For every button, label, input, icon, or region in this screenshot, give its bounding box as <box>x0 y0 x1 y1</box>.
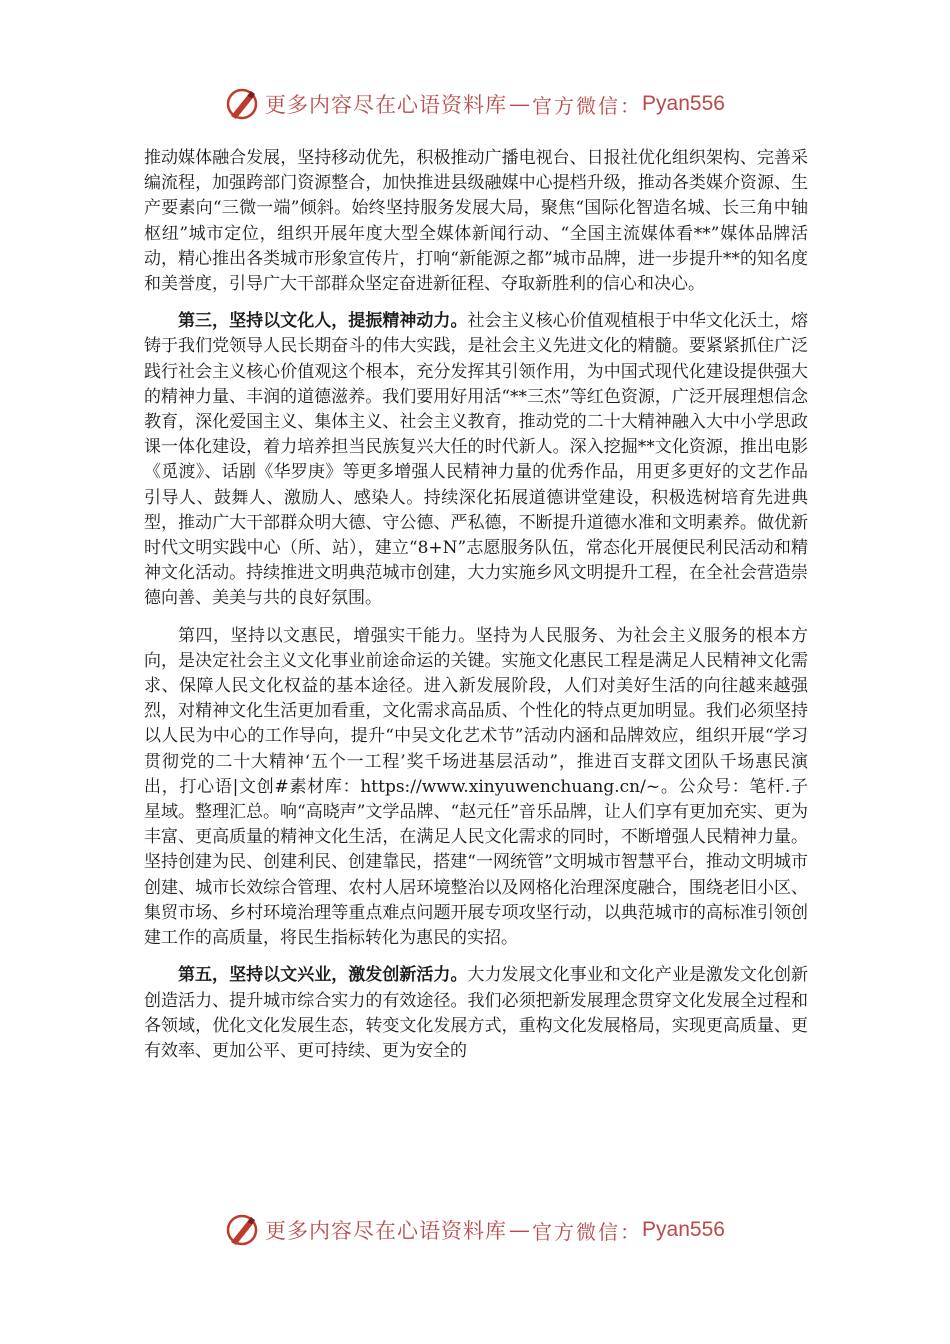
pen-logo-icon <box>225 86 261 122</box>
paragraph-1 <box>144 146 808 297</box>
document-body <box>144 146 808 1064</box>
paragraph-2 <box>144 309 808 611</box>
paragraph-4 <box>144 963 808 1064</box>
header-banner <box>0 84 950 124</box>
banner-dash: — <box>509 92 531 116</box>
paragraph-4-heading: 第五，坚持以文兴业，激发创新活力。 <box>178 965 468 986</box>
paragraph-3-body: 第四，坚持以文惠民，增强实干能力。坚持为人民服务、为社会主义服务的根本方向，是决定社会主义文化事业前途命运的关键。实施文化惠民工程是满足人民精神文化需求、保障人民文化权益的基本途径。进入新发展阶段，人们对美好生活的向往越来越强烈，对精神文化生活更加看重，文化需求高品质、个性化的特点更加明显。我们必须坚持以人民为中心的工作导向，提升“中吴文化艺术节”活动内涵和品牌效应，组织开展“学习贯彻党的二十大精神‘五个一工程’奖千场进基层活动”，推进百支群文团队千场惠民演出，打心语|文创#素材库：https://www.xinyuwenchuang.cn/~。公众号：笔杆.子星域。整理汇总。响“高晓声”文学品牌、“赵元任”音乐品牌，让人们享有更加充实、更为丰富、更高质量的精神文化生活，在满足人民文化需求的同时，不断增强人民精神力量。坚持创建为民、创建利民、创建靠民，搭建“一网统管”文明城市智慧平台，推动文明城市创建、城市长效综合管理、农村人居环境整治以及网格化治理深度融合，围绕老旧小区、集贸市场、乡村环境治理等重点难点问题开展专项攻坚行动，以典范城市的高标准引领创建工作的高质量，将民生指标转化为惠民的实招。 <box>144 625 808 949</box>
pen-logo-icon <box>225 1212 261 1248</box>
banner-label: 官方微信： <box>532 93 643 118</box>
banner-wechat-id: Pyan556 <box>642 92 725 115</box>
banner-title: 更多内容尽在心语资料库 <box>265 1219 508 1243</box>
footer-banner <box>0 1210 950 1250</box>
banner-label: 官方微信： <box>532 1219 643 1244</box>
paragraph-4-body: 大力发展文化事业和文化产业是激发文化创新创造活力、提升城市综合实力的有效途径。我们必须把新发展理念贯穿文化发展全过程和各领域，优化文化发展生态，转变文化发展方式，重构文化发展格局，实现更高质量、更有效率、更加公平、更可持续、更为安全的 <box>144 965 809 1061</box>
paragraph-2-body: 社会主义核心价值观植根于中华文化沃土，熔铸于我们党领导人民长期奋斗的伟大实践，是社会主义先进文化的精髓。要紧紧抓住广泛践行社会主义核心价值观这个根本，充分发挥其引领作用，为中国式现代化建设提供强大的精神力量、丰润的道德滋养。我们要用好用活“**三杰”等红色资源，广泛开展理想信念教育，深化爱国主义、集体主义、社会主义教育，推动党的二十大精神融入大中小学思政课一体化建设，着力培养担当民族复兴大任的时代新人。深入挖掘**文化资源，推出电影《觅渡》、话剧《华罗庚》等更多增强人民精神力量的优秀作品，用更多更好的文艺作品引导人、鼓舞人、激励人、感染人。持续深化拓展道德讲堂建设，积极选树培育先进典型，推动广大干部群众明大德、守公德、严私德，不断提升道德水准和文明素养。做优新时代文明实践中心（所、站），建立“8+N”志愿服务队伍，常态化开展便民利民活动和精神文化活动。持续推进文明典范城市创建，大力实施乡风文明提升工程，在全社会营造崇德向善、美美与共的良好氛围。 <box>144 311 809 609</box>
paragraph-1-body: 推动媒体融合发展，坚持移动优先，积极推动广播电视台、日报社优化组织架构、完善采编流程，加强跨部门资源整合，加快推进县级融媒中心提档升级，推动各类媒介资源、生产要素向“三微一端”倾斜。始终坚持服务发展大局，聚焦“国际化智造名城、长三角中轴枢纽”城市定位，组织开展年度大型全媒体新闻行动、“全国主流媒体看**”媒体品牌活动，精心推出各类城市形象宣传片，打响“新能源之都”城市品牌，进一步提升**的知名度和美誉度，引导广大干部群众坚定奋进新征程、夺取新胜利的信心和决心。 <box>144 148 808 295</box>
paragraph-2-heading: 第三，坚持以文化人，提振精神动力。 <box>178 311 468 332</box>
paragraph-3 <box>144 624 808 952</box>
banner-title: 更多内容尽在心语资料库 <box>265 93 508 117</box>
banner-wechat-id: Pyan556 <box>642 1218 725 1241</box>
banner-dash: — <box>509 1218 531 1242</box>
